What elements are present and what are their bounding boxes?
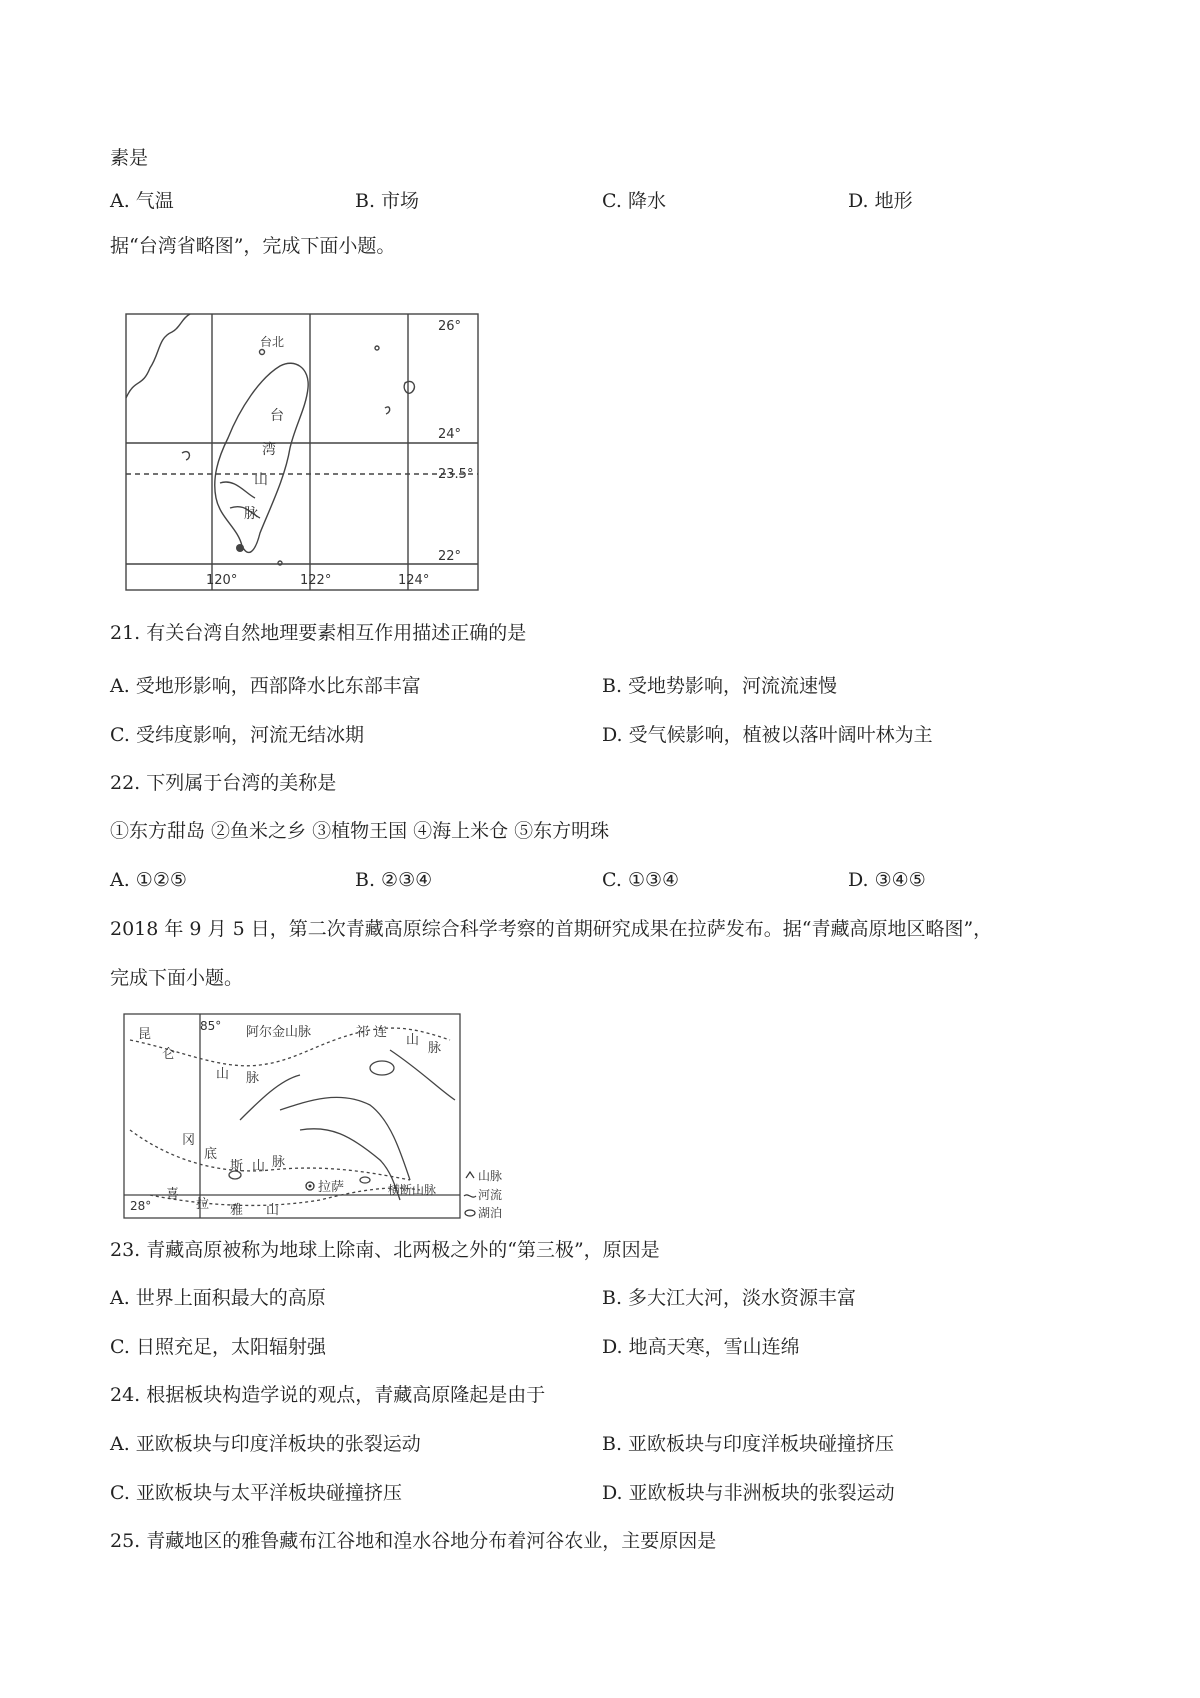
lake-legend-icon — [465, 1210, 475, 1216]
q24-option-c: C. 亚欧板块与太平洋板块碰撞挤压 — [110, 1482, 402, 1504]
himalaya-3: 雅 — [230, 1203, 244, 1218]
gangdise-3: 斯 — [230, 1159, 244, 1174]
tibet-map — [120, 1010, 520, 1225]
lat-26-label: 26° — [438, 319, 462, 334]
tibet-intro-line1: 2018 年 9 月 5 日，第二次青藏高原综合科学考察的首期研究成果在拉萨发布。据“青藏高原地区略图”， — [110, 918, 993, 940]
q22-option-b: B. ②③④ — [355, 869, 433, 891]
himalaya-4: 山 — [266, 1203, 280, 1218]
q23-option-d: D. 地高天寒，雪山连绵 — [602, 1336, 800, 1358]
question-25: 25. 青藏地区的雅鲁藏布江谷地和湟水谷地分布着河谷农业，主要原因是 — [110, 1530, 717, 1552]
q20-option-a: A. 气温 — [110, 190, 174, 212]
q21-option-b: B. 受地势影响，河流流速慢 — [602, 675, 838, 697]
taiwan-label-tai: 台 — [270, 408, 284, 424]
lhasa-label: 拉萨 — [318, 1180, 345, 1195]
lon-122-label: 122° — [300, 573, 332, 588]
q22-items: ①东方甜岛 ②鱼米之乡 ③植物王国 ④海上米仓 ⑤东方明珠 — [110, 820, 610, 842]
tibet-map-legend — [464, 1169, 502, 1220]
legend-mountain: 山脉 — [478, 1169, 503, 1183]
kunlun-4: 脉 — [246, 1071, 260, 1086]
river-legend-icon — [464, 1195, 476, 1197]
q23-option-b: B. 多大江大河，淡水资源丰富 — [602, 1287, 857, 1309]
gangdise-1: 冈 — [182, 1133, 196, 1148]
q21-option-c: C. 受纬度影响，河流无结冰期 — [110, 724, 364, 746]
taiwan-map — [120, 308, 520, 598]
question-24: 24. 根据板块构造学说的观点，青藏高原隆起是由于 — [110, 1384, 546, 1406]
lon-85-label: 85° — [200, 1019, 222, 1033]
lon-124-label: 124° — [398, 573, 430, 588]
q22-option-d: D. ③④⑤ — [848, 869, 926, 891]
q22-option-a: A. ①②⑤ — [110, 869, 187, 891]
tibet-intro-line2: 完成下面小题。 — [110, 967, 244, 989]
legend-lake: 湖泊 — [478, 1206, 503, 1220]
taibei-label: 台北 — [260, 335, 285, 349]
altun-label: 阿尔金山脉 — [246, 1025, 312, 1040]
himalaya-2: 拉 — [196, 1197, 210, 1212]
mainland-coastline — [126, 314, 190, 398]
lat-22-label: 22° — [438, 549, 462, 564]
gangdise-5: 脉 — [272, 1155, 286, 1170]
qilian-2: 连 — [374, 1025, 388, 1040]
taiwan-label-shan: 山 — [254, 472, 268, 488]
question-22: 22. 下列属于台湾的美称是 — [110, 772, 337, 794]
lon-120-label: 120° — [206, 573, 238, 588]
hengduan-label: 横断山脉 — [388, 1183, 437, 1197]
himalaya-1: 喜 — [166, 1187, 180, 1202]
q23-option-c: C. 日照充足，太阳辐射强 — [110, 1336, 326, 1358]
lat-235-label: 23.5° — [438, 467, 474, 482]
question-stem-continuation: 素是 — [110, 147, 149, 169]
q21-option-a: A. 受地形影响，西部降水比东部丰富 — [110, 675, 421, 697]
q24-option-d: D. 亚欧板块与非洲板块的张裂运动 — [602, 1482, 895, 1504]
kunlun-3: 山 — [216, 1067, 230, 1082]
legend-river: 河流 — [478, 1188, 503, 1202]
taiwan-intro: 据“台湾省略图”，完成下面小题。 — [110, 235, 396, 257]
q23-option-a: A. 世界上面积最大的高原 — [110, 1287, 326, 1309]
q20-option-c: C. 降水 — [602, 190, 666, 212]
q21-option-d: D. 受气候影响，植被以落叶阔叶林为主 — [602, 724, 933, 746]
question-23: 23. 青藏高原被称为地球上除南、北两极之外的“第三极”，原因是 — [110, 1239, 660, 1261]
qilian-1: 祁 — [356, 1025, 370, 1040]
kunlun-2: 仑 — [162, 1047, 176, 1062]
q20-option-d: D. 地形 — [848, 190, 913, 212]
q20-option-b: B. 市场 — [355, 190, 420, 212]
lat-28-label: 28° — [130, 1199, 152, 1213]
q24-option-a: A. 亚欧板块与印度洋板块的张裂运动 — [110, 1433, 421, 1455]
gangdise-2: 底 — [204, 1147, 218, 1162]
kunlun-1: 昆 — [138, 1027, 152, 1042]
q22-option-c: C. ①③④ — [602, 869, 680, 891]
gangdise-4: 山 — [252, 1159, 266, 1174]
qilian-4: 脉 — [428, 1041, 442, 1056]
question-21: 21. 有关台湾自然地理要素相互作用描述正确的是 — [110, 622, 527, 644]
taiwan-map-frame — [126, 314, 478, 590]
mountain-legend-icon — [466, 1172, 474, 1178]
taiwan-label-mai: 脉 — [244, 506, 258, 522]
q24-option-b: B. 亚欧板块与印度洋板块碰撞挤压 — [602, 1433, 895, 1455]
qilian-3: 山 — [406, 1033, 420, 1048]
taiwan-label-wan: 湾 — [262, 442, 276, 458]
lat-24-label: 24° — [438, 427, 462, 442]
